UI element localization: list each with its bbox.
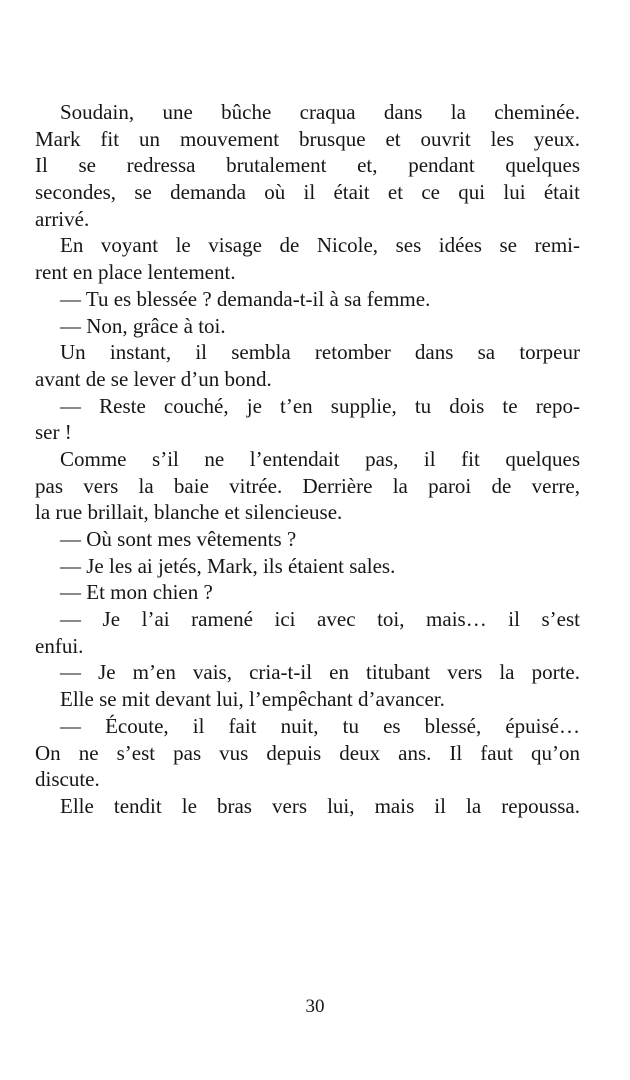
text-line: — Non, grâce à toi. xyxy=(60,313,226,338)
text-line: enfui. xyxy=(35,633,84,658)
text-line: ser ! xyxy=(35,420,72,445)
text-line: Un instant, il sembla retomber dans sa torpeur xyxy=(60,340,580,365)
text-line: avant de se lever d’un bond. xyxy=(35,366,272,391)
text-line: On ne s’est pas vus depuis deux ans. Il faut qu’on xyxy=(35,740,580,765)
text-line: Comme s’il ne l’entendait pas, il fit quelques xyxy=(60,446,580,471)
text-line: rent en place lentement. xyxy=(35,260,236,285)
page-text xyxy=(35,99,580,820)
text-line: — Je les ai jetés, Mark, ils étaient sales. xyxy=(60,553,396,578)
page-number: 30 xyxy=(305,996,325,1017)
text-line: arrivé. xyxy=(35,206,90,231)
text-line: Soudain, une bûche craqua dans la cheminée. xyxy=(60,100,580,124)
text-line: — Je l’ai ramené ici avec toi, mais… il s’est xyxy=(60,607,580,632)
text-line: la rue brillait, blanche et silencieuse. xyxy=(35,500,343,525)
text-line: En voyant le visage de Nicole, ses idées se remi- xyxy=(60,233,580,258)
text-line: — Et mon chien ? xyxy=(60,580,213,605)
text-line: Elle se mit devant lui, l’empêchant d’avancer. xyxy=(60,687,445,712)
text-line: Mark fit un mouvement brusque et ouvrit les yeux. xyxy=(35,126,580,151)
text-line: discute. xyxy=(35,767,100,792)
text-line: — Je m’en vais, cria-t-il en titubant vers la porte. xyxy=(60,660,580,685)
text-line: Il se redressa brutalement et, pendant quelques xyxy=(35,153,580,178)
text-line: — Reste couché, je t’en supplie, tu dois te repo- xyxy=(60,393,580,418)
text-line: secondes, se demanda où il était et ce qui lui était xyxy=(35,180,580,205)
text-line: — Où sont mes vêtements ? xyxy=(60,527,297,551)
text-line: pas vers la baie vitrée. Derrière la paroi de verre, xyxy=(35,473,580,498)
text-line: — Tu es blessée ? demanda-t-il à sa femme. xyxy=(60,286,431,311)
text-line: — Écoute, il fait nuit, tu es blessé, épuisé… xyxy=(60,713,580,738)
text-line: Elle tendit le bras vers lui, mais il la repoussa. xyxy=(60,793,580,818)
